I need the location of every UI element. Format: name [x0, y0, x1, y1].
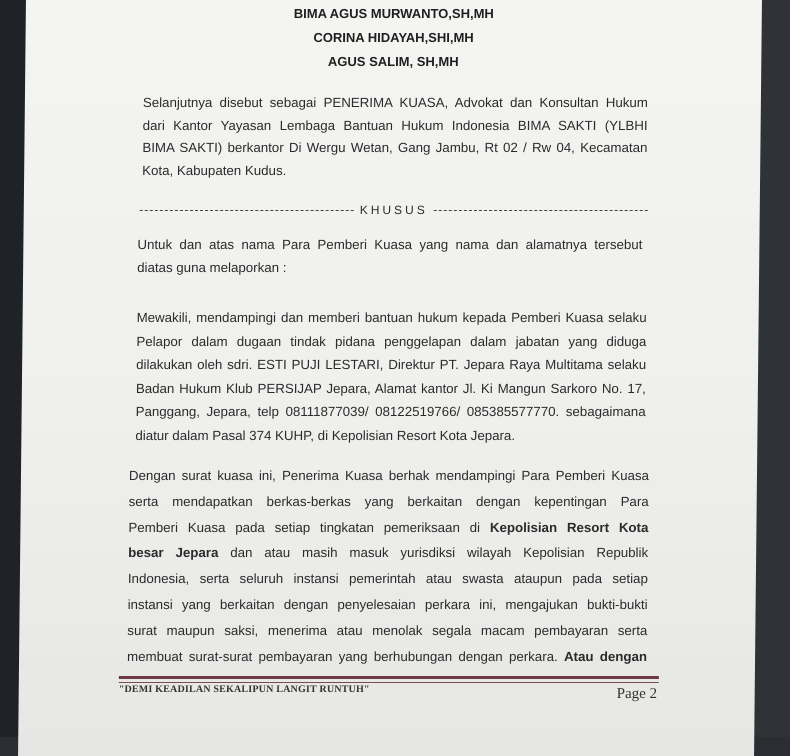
paragraph-line [127, 644, 647, 670]
page-number: Page 2 [616, 686, 658, 702]
paragraph-behalf [137, 234, 642, 279]
paragraph-recipient [142, 92, 648, 182]
paragraph-line: Indonesia, serta seluruh instansi pemerintah atau swasta ataupun pada setiap [127, 571, 648, 587]
attorney-name-3: AGUS SALIM, SH,MH [327, 54, 459, 69]
bold-text: besar Jepara [128, 545, 219, 561]
paragraph-text: dan atau masih masuk yurisdiksi wilayah Kepolisian Republik [218, 545, 649, 561]
paragraph-line: serta mendapatkan berkas-berkas yang berkaitan dengan kepentingan Para [128, 493, 649, 509]
separator-dash-right [434, 210, 648, 211]
paragraph-line: Badan Hukum Klub PERSIJAP Jepara, Alamat kantor Jl. Ki Mangun Sarkoro No. 17, [135, 380, 646, 396]
paragraph-line: Selanjutnya disebut sebagai PENERIMA KUASA, Advokat dan Konsultan Hukum [142, 95, 648, 110]
footer-rule-thick [119, 676, 659, 679]
footer-rule-thin [119, 682, 659, 683]
paragraph-line: surat maupun saksi, menerima atau menolak segala macam pembayaran serta [127, 622, 648, 638]
attorney-name-1: BIMA AGUS MURWANTO,SH,MH [293, 6, 494, 21]
paragraph-line: dari Kantor Yayasan Lembaga Bantuan Hukum Indonesia BIMA SAKTI (YLBHI [142, 117, 648, 133]
paragraph-line: diatas guna melaporkan : [137, 259, 287, 275]
paragraph-line [128, 515, 648, 541]
attorney-name-2: CORINA HIDAYAH,SHI,MH [313, 30, 474, 45]
paragraph-representation [135, 306, 646, 447]
paragraph-text: Pemberi Kuasa pada setiap tingkatan pemeriksaan di [128, 519, 490, 535]
paragraph-line: BIMA SAKTI) berkantor Di Wergu Wetan, Gang Jambu, Rt 02 / Rw 04, Kecamatan [142, 140, 648, 155]
bold-text: Kepolisian Resort Kota [489, 519, 649, 535]
paragraph-line: Untuk dan atas nama Para Pemberi Kuasa yang nama dan alamatnya tersebut [137, 237, 643, 252]
paragraph-authority [127, 463, 649, 669]
paragraph-line: Panggang, Jepara, telp 08111877039/ 08122519766/ 085385577770. sebagaimana [135, 404, 646, 419]
bold-text: Atau dengan [563, 648, 648, 664]
paragraph-text: membuat surat-surat pembayaran yang berhubungan dengan perkara. [127, 648, 565, 664]
paragraph-line: instansi yang berkaitan dengan penyelesaian perkara ini, mengajukan bukti-bukti [127, 596, 648, 612]
paragraph-line: Dengan surat kuasa ini, Penerima Kuasa berhak mendampingi Para Pemberi Kuasa [128, 468, 650, 483]
separator-label: KHUSUS [359, 203, 428, 217]
attorney-names [25, 2, 762, 74]
paragraph-line: dilakukan oleh sdri. ESTI PUJI LESTARI, Direktur PT. Jepara Raya Multitama selaku [136, 357, 647, 372]
paragraph-line: Pelapor dalam dugaan tindak pidana penggelapan dalam jabatan yang diduga [136, 333, 647, 349]
section-separator [140, 200, 648, 220]
footer-motto: "DEMI KEADILAN SEKALIPUN LANGIT RUNTUH" [118, 684, 370, 695]
paragraph-line: Kota, Kabupaten Kudus. [142, 162, 287, 178]
paragraph-line: Mewakili, mendampingi dan memberi bantuan hukum kepada Pemberi Kuasa selaku [136, 310, 647, 325]
separator-dash-left [140, 210, 354, 211]
paragraph-line [128, 540, 648, 566]
document-page [18, 0, 762, 756]
paragraph-line: diatur dalam Pasal 374 KUHP, di Kepolisian Resort Kota Jepara. [135, 427, 516, 443]
